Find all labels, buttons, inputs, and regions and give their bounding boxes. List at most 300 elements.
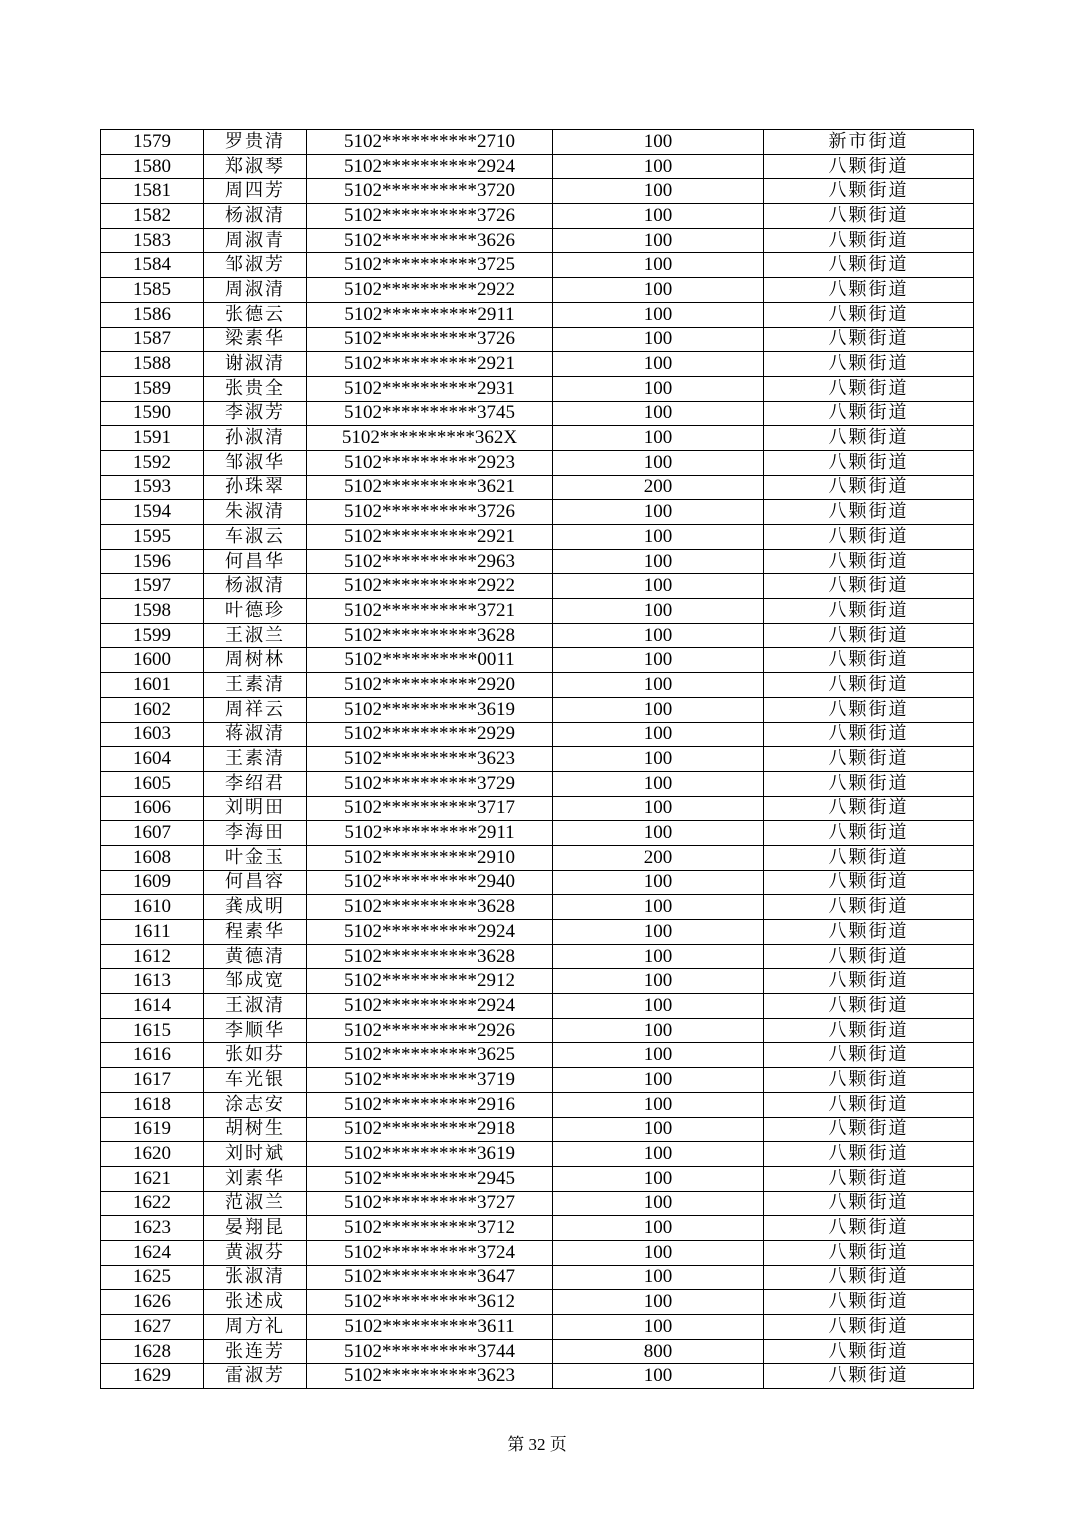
cell-id-number: 5102**********3721	[307, 599, 553, 624]
cell-serial-number: 1589	[101, 376, 204, 401]
cell-amount: 800	[553, 1339, 764, 1364]
cell-serial-number: 1617	[101, 1068, 204, 1093]
table-row	[101, 920, 974, 945]
cell-serial-number: 1624	[101, 1240, 204, 1265]
cell-id-number: 5102**********3729	[307, 771, 553, 796]
table-row	[101, 574, 974, 599]
cell-name: 李淑芳	[204, 401, 307, 426]
cell-id-number: 5102**********2921	[307, 352, 553, 377]
cell-name: 黄淑芬	[204, 1240, 307, 1265]
cell-amount: 100	[553, 895, 764, 920]
cell-serial-number: 1598	[101, 599, 204, 624]
cell-id-number: 5102**********3744	[307, 1339, 553, 1364]
cell-name: 邹淑华	[204, 450, 307, 475]
cell-street: 八颗街道	[764, 1265, 974, 1290]
cell-name: 叶德珍	[204, 599, 307, 624]
cell-name: 李顺华	[204, 1018, 307, 1043]
cell-amount: 100	[553, 426, 764, 451]
cell-amount: 100	[553, 204, 764, 229]
cell-name: 张德云	[204, 302, 307, 327]
cell-amount: 100	[553, 870, 764, 895]
cell-amount: 100	[553, 549, 764, 574]
cell-amount: 100	[553, 1166, 764, 1191]
cell-serial-number: 1588	[101, 352, 204, 377]
cell-name: 周祥云	[204, 697, 307, 722]
cell-street: 八颗街道	[764, 821, 974, 846]
table-row	[101, 895, 974, 920]
cell-name: 李海田	[204, 821, 307, 846]
cell-amount: 100	[553, 253, 764, 278]
cell-serial-number: 1629	[101, 1364, 204, 1389]
cell-amount: 100	[553, 623, 764, 648]
cell-name: 刘明田	[204, 796, 307, 821]
cell-id-number: 5102**********2945	[307, 1166, 553, 1191]
cell-amount: 100	[553, 1068, 764, 1093]
cell-id-number: 5102**********3745	[307, 401, 553, 426]
cell-amount: 100	[553, 747, 764, 772]
cell-id-number: 5102**********3724	[307, 1240, 553, 1265]
cell-id-number: 5102**********3612	[307, 1290, 553, 1315]
cell-amount: 100	[553, 1216, 764, 1241]
cell-amount: 100	[553, 969, 764, 994]
cell-name: 车淑云	[204, 525, 307, 550]
cell-street: 八颗街道	[764, 944, 974, 969]
table-row	[101, 1043, 974, 1068]
cell-name: 蒋淑清	[204, 722, 307, 747]
cell-street: 八颗街道	[764, 1142, 974, 1167]
cell-id-number: 5102**********3623	[307, 1364, 553, 1389]
cell-serial-number: 1596	[101, 549, 204, 574]
cell-street: 八颗街道	[764, 673, 974, 698]
cell-name: 周方礼	[204, 1315, 307, 1340]
cell-street: 八颗街道	[764, 450, 974, 475]
cell-name: 郑淑琴	[204, 154, 307, 179]
cell-amount: 100	[553, 1018, 764, 1043]
cell-street: 八颗街道	[764, 1240, 974, 1265]
cell-id-number: 5102**********3726	[307, 327, 553, 352]
cell-amount: 100	[553, 821, 764, 846]
cell-name: 李绍君	[204, 771, 307, 796]
cell-serial-number: 1628	[101, 1339, 204, 1364]
table-row	[101, 376, 974, 401]
cell-serial-number: 1606	[101, 796, 204, 821]
cell-street: 八颗街道	[764, 1364, 974, 1389]
table-row	[101, 450, 974, 475]
table-row	[101, 179, 974, 204]
cell-amount: 100	[553, 722, 764, 747]
table-row	[101, 722, 974, 747]
cell-id-number: 5102**********3726	[307, 204, 553, 229]
cell-name: 王素清	[204, 747, 307, 772]
cell-amount: 100	[553, 278, 764, 303]
cell-name: 车光银	[204, 1068, 307, 1093]
cell-street: 八颗街道	[764, 376, 974, 401]
cell-id-number: 5102**********2929	[307, 722, 553, 747]
cell-id-number: 5102**********2924	[307, 154, 553, 179]
cell-name: 龚成明	[204, 895, 307, 920]
table-row	[101, 1240, 974, 1265]
cell-street: 八颗街道	[764, 747, 974, 772]
table-row	[101, 796, 974, 821]
cell-amount: 100	[553, 302, 764, 327]
cell-street: 八颗街道	[764, 525, 974, 550]
cell-serial-number: 1619	[101, 1117, 204, 1142]
cell-serial-number: 1604	[101, 747, 204, 772]
cell-amount: 100	[553, 796, 764, 821]
cell-street: 八颗街道	[764, 796, 974, 821]
cell-street: 八颗街道	[764, 969, 974, 994]
cell-serial-number: 1581	[101, 179, 204, 204]
cell-id-number: 5102**********2710	[307, 130, 553, 155]
table-row	[101, 623, 974, 648]
cell-serial-number: 1608	[101, 845, 204, 870]
cell-serial-number: 1622	[101, 1191, 204, 1216]
cell-serial-number: 1593	[101, 475, 204, 500]
table-row	[101, 475, 974, 500]
table-row	[101, 1166, 974, 1191]
cell-id-number: 5102**********2916	[307, 1092, 553, 1117]
table-row	[101, 154, 974, 179]
cell-amount: 100	[553, 525, 764, 550]
cell-amount: 100	[553, 450, 764, 475]
cell-name: 范淑兰	[204, 1191, 307, 1216]
cell-street: 八颗街道	[764, 722, 974, 747]
cell-name: 杨淑清	[204, 204, 307, 229]
cell-street: 八颗街道	[764, 845, 974, 870]
table-row	[101, 253, 974, 278]
cell-name: 何昌容	[204, 870, 307, 895]
cell-id-number: 5102**********3626	[307, 228, 553, 253]
table-row	[101, 426, 974, 451]
cell-name: 张贵全	[204, 376, 307, 401]
cell-serial-number: 1583	[101, 228, 204, 253]
table-row	[101, 697, 974, 722]
beneficiary-table	[100, 129, 974, 1389]
cell-serial-number: 1590	[101, 401, 204, 426]
cell-serial-number: 1623	[101, 1216, 204, 1241]
cell-amount: 100	[553, 1117, 764, 1142]
cell-name: 张连芳	[204, 1339, 307, 1364]
cell-id-number: 5102**********3621	[307, 475, 553, 500]
table-row	[101, 599, 974, 624]
cell-id-number: 5102**********2922	[307, 278, 553, 303]
cell-amount: 100	[553, 1191, 764, 1216]
table-row	[101, 1216, 974, 1241]
table-row	[101, 1142, 974, 1167]
cell-name: 王素清	[204, 673, 307, 698]
cell-serial-number: 1616	[101, 1043, 204, 1068]
cell-amount: 100	[553, 327, 764, 352]
cell-id-number: 5102**********3725	[307, 253, 553, 278]
cell-id-number: 5102**********3726	[307, 500, 553, 525]
cell-street: 八颗街道	[764, 1290, 974, 1315]
cell-serial-number: 1601	[101, 673, 204, 698]
cell-name: 周四芳	[204, 179, 307, 204]
cell-street: 八颗街道	[764, 599, 974, 624]
table-row	[101, 1315, 974, 1340]
cell-name: 程素华	[204, 920, 307, 945]
cell-name: 朱淑清	[204, 500, 307, 525]
cell-serial-number: 1586	[101, 302, 204, 327]
cell-id-number: 5102**********3625	[307, 1043, 553, 1068]
table-row	[101, 228, 974, 253]
cell-street: 八颗街道	[764, 1018, 974, 1043]
cell-serial-number: 1618	[101, 1092, 204, 1117]
table-row	[101, 673, 974, 698]
cell-serial-number: 1600	[101, 648, 204, 673]
cell-id-number: 5102**********3611	[307, 1315, 553, 1340]
table-row	[101, 278, 974, 303]
cell-street: 八颗街道	[764, 1339, 974, 1364]
cell-amount: 100	[553, 1315, 764, 1340]
cell-street: 八颗街道	[764, 253, 974, 278]
cell-street: 新市街道	[764, 130, 974, 155]
cell-serial-number: 1585	[101, 278, 204, 303]
cell-serial-number: 1579	[101, 130, 204, 155]
cell-amount: 100	[553, 574, 764, 599]
table-row	[101, 969, 974, 994]
cell-name: 雷淑芳	[204, 1364, 307, 1389]
cell-name: 孙淑清	[204, 426, 307, 451]
cell-name: 刘时斌	[204, 1142, 307, 1167]
cell-id-number: 5102**********3628	[307, 623, 553, 648]
cell-serial-number: 1591	[101, 426, 204, 451]
cell-amount: 100	[553, 920, 764, 945]
cell-amount: 100	[553, 771, 764, 796]
cell-serial-number: 1614	[101, 994, 204, 1019]
cell-name: 梁素华	[204, 327, 307, 352]
cell-street: 八颗街道	[764, 302, 974, 327]
cell-name: 涂志安	[204, 1092, 307, 1117]
cell-street: 八颗街道	[764, 623, 974, 648]
cell-street: 八颗街道	[764, 352, 974, 377]
table-row	[101, 821, 974, 846]
cell-id-number: 5102**********2912	[307, 969, 553, 994]
cell-serial-number: 1609	[101, 870, 204, 895]
cell-name: 周淑青	[204, 228, 307, 253]
cell-id-number: 5102**********3712	[307, 1216, 553, 1241]
cell-serial-number: 1587	[101, 327, 204, 352]
cell-amount: 100	[553, 376, 764, 401]
table-row	[101, 648, 974, 673]
cell-serial-number: 1584	[101, 253, 204, 278]
cell-street: 八颗街道	[764, 574, 974, 599]
table-row	[101, 1117, 974, 1142]
cell-name: 张如芬	[204, 1043, 307, 1068]
cell-street: 八颗街道	[764, 1216, 974, 1241]
table-row	[101, 549, 974, 574]
table-body	[101, 130, 974, 1389]
cell-name: 罗贵清	[204, 130, 307, 155]
cell-amount: 100	[553, 352, 764, 377]
cell-serial-number: 1620	[101, 1142, 204, 1167]
table-row	[101, 994, 974, 1019]
table-row	[101, 1191, 974, 1216]
cell-serial-number: 1582	[101, 204, 204, 229]
cell-amount: 100	[553, 1043, 764, 1068]
cell-id-number: 5102**********3619	[307, 1142, 553, 1167]
cell-id-number: 5102**********0011	[307, 648, 553, 673]
cell-serial-number: 1580	[101, 154, 204, 179]
cell-amount: 100	[553, 401, 764, 426]
table-row	[101, 302, 974, 327]
cell-amount: 100	[553, 697, 764, 722]
cell-street: 八颗街道	[764, 1043, 974, 1068]
cell-amount: 100	[553, 994, 764, 1019]
cell-amount: 200	[553, 845, 764, 870]
cell-serial-number: 1592	[101, 450, 204, 475]
cell-amount: 100	[553, 944, 764, 969]
cell-amount: 100	[553, 1142, 764, 1167]
cell-name: 周树林	[204, 648, 307, 673]
table-row	[101, 1339, 974, 1364]
cell-id-number: 5102**********3719	[307, 1068, 553, 1093]
table-row	[101, 130, 974, 155]
cell-id-number: 5102**********2922	[307, 574, 553, 599]
cell-street: 八颗街道	[764, 154, 974, 179]
cell-id-number: 5102**********2911	[307, 302, 553, 327]
cell-id-number: 5102**********2911	[307, 821, 553, 846]
table-row	[101, 500, 974, 525]
cell-amount: 100	[553, 130, 764, 155]
cell-id-number: 5102**********3619	[307, 697, 553, 722]
cell-serial-number: 1605	[101, 771, 204, 796]
cell-serial-number: 1613	[101, 969, 204, 994]
cell-id-number: 5102**********3717	[307, 796, 553, 821]
table-row	[101, 401, 974, 426]
cell-name: 刘素华	[204, 1166, 307, 1191]
cell-street: 八颗街道	[764, 327, 974, 352]
cell-amount: 100	[553, 1265, 764, 1290]
cell-serial-number: 1597	[101, 574, 204, 599]
cell-id-number: 5102**********3727	[307, 1191, 553, 1216]
cell-serial-number: 1595	[101, 525, 204, 550]
cell-id-number: 5102**********2931	[307, 376, 553, 401]
cell-street: 八颗街道	[764, 549, 974, 574]
cell-serial-number: 1627	[101, 1315, 204, 1340]
cell-id-number: 5102**********362X	[307, 426, 553, 451]
cell-name: 王淑清	[204, 994, 307, 1019]
cell-amount: 100	[553, 648, 764, 673]
cell-serial-number: 1603	[101, 722, 204, 747]
cell-name: 邹成宽	[204, 969, 307, 994]
cell-amount: 100	[553, 228, 764, 253]
cell-name: 孙珠翠	[204, 475, 307, 500]
table-row	[101, 1068, 974, 1093]
table-row	[101, 1018, 974, 1043]
table-row	[101, 1290, 974, 1315]
cell-amount: 100	[553, 1364, 764, 1389]
cell-name: 王淑兰	[204, 623, 307, 648]
table-row	[101, 352, 974, 377]
cell-name: 张述成	[204, 1290, 307, 1315]
table-row	[101, 1092, 974, 1117]
cell-street: 八颗街道	[764, 500, 974, 525]
cell-id-number: 5102**********3628	[307, 895, 553, 920]
cell-name: 黄德清	[204, 944, 307, 969]
cell-street: 八颗街道	[764, 1191, 974, 1216]
cell-street: 八颗街道	[764, 994, 974, 1019]
cell-street: 八颗街道	[764, 1117, 974, 1142]
cell-serial-number: 1612	[101, 944, 204, 969]
table-row	[101, 747, 974, 772]
cell-street: 八颗街道	[764, 920, 974, 945]
cell-street: 八颗街道	[764, 278, 974, 303]
cell-name: 谢淑清	[204, 352, 307, 377]
cell-serial-number: 1626	[101, 1290, 204, 1315]
table-row	[101, 525, 974, 550]
cell-id-number: 5102**********3623	[307, 747, 553, 772]
cell-name: 杨淑清	[204, 574, 307, 599]
cell-name: 晏翔昆	[204, 1216, 307, 1241]
cell-street: 八颗街道	[764, 401, 974, 426]
cell-serial-number: 1594	[101, 500, 204, 525]
cell-street: 八颗街道	[764, 1166, 974, 1191]
cell-serial-number: 1611	[101, 920, 204, 945]
cell-street: 八颗街道	[764, 475, 974, 500]
cell-amount: 100	[553, 1290, 764, 1315]
cell-amount: 100	[553, 500, 764, 525]
cell-id-number: 5102**********2910	[307, 845, 553, 870]
cell-id-number: 5102**********2921	[307, 525, 553, 550]
cell-street: 八颗街道	[764, 228, 974, 253]
cell-street: 八颗街道	[764, 426, 974, 451]
cell-name: 张淑清	[204, 1265, 307, 1290]
cell-id-number: 5102**********2924	[307, 920, 553, 945]
cell-serial-number: 1621	[101, 1166, 204, 1191]
cell-amount: 100	[553, 1092, 764, 1117]
cell-amount: 100	[553, 154, 764, 179]
cell-id-number: 5102**********2926	[307, 1018, 553, 1043]
cell-serial-number: 1599	[101, 623, 204, 648]
cell-street: 八颗街道	[764, 870, 974, 895]
cell-serial-number: 1602	[101, 697, 204, 722]
cell-street: 八颗街道	[764, 895, 974, 920]
cell-name: 何昌华	[204, 549, 307, 574]
cell-amount: 100	[553, 1240, 764, 1265]
cell-id-number: 5102**********2940	[307, 870, 553, 895]
table-row	[101, 204, 974, 229]
cell-serial-number: 1615	[101, 1018, 204, 1043]
cell-id-number: 5102**********2924	[307, 994, 553, 1019]
cell-name: 叶金玉	[204, 845, 307, 870]
cell-street: 八颗街道	[764, 648, 974, 673]
cell-street: 八颗街道	[764, 179, 974, 204]
table-row	[101, 845, 974, 870]
cell-id-number: 5102**********2918	[307, 1117, 553, 1142]
cell-street: 八颗街道	[764, 1092, 974, 1117]
table-row	[101, 944, 974, 969]
cell-amount: 100	[553, 179, 764, 204]
cell-id-number: 5102**********3647	[307, 1265, 553, 1290]
cell-amount: 100	[553, 673, 764, 698]
table-row	[101, 1265, 974, 1290]
cell-name: 胡树生	[204, 1117, 307, 1142]
cell-street: 八颗街道	[764, 1315, 974, 1340]
cell-id-number: 5102**********3720	[307, 179, 553, 204]
cell-serial-number: 1610	[101, 895, 204, 920]
cell-serial-number: 1607	[101, 821, 204, 846]
cell-name: 邹淑芳	[204, 253, 307, 278]
table-row	[101, 870, 974, 895]
cell-serial-number: 1625	[101, 1265, 204, 1290]
page-number: 第 32 页	[507, 1435, 567, 1454]
cell-amount: 200	[553, 475, 764, 500]
cell-id-number: 5102**********2920	[307, 673, 553, 698]
table-row	[101, 1364, 974, 1389]
cell-street: 八颗街道	[764, 771, 974, 796]
cell-id-number: 5102**********2923	[307, 450, 553, 475]
